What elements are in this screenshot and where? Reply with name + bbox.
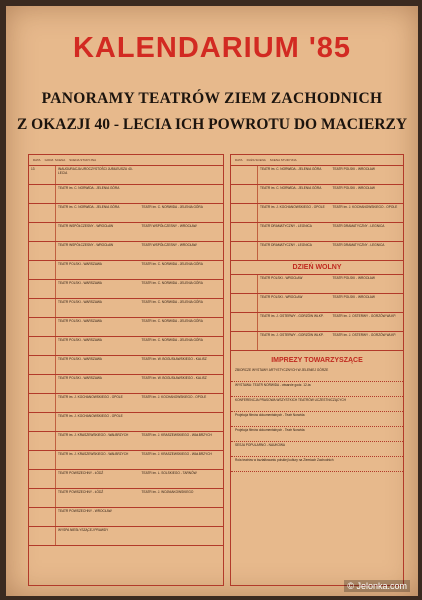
schedule-row [231, 294, 403, 313]
row-main-stage: INAUGURACJA UROCZYSTOŚCI JUBILEUSZU 40-LECIA [58, 167, 133, 175]
row-studio-stage: TEATR im. J. OSTERWY - GORZÓW WLKP. [332, 314, 397, 318]
schedule-left-column [28, 154, 224, 586]
row-main-stage: TEATR im. C. NORWIDA - JELENIA GÓRA [58, 205, 120, 209]
row-studio-stage: TEATR im. C. NORWIDA - JELENIA GÓRA [141, 262, 203, 266]
row-main-stage: TEATR im. J. KOCHANOWSKIEGO - OPOLE [58, 414, 123, 418]
row-studio-stage [140, 413, 224, 431]
schedule-row [29, 470, 223, 489]
row-date [231, 294, 258, 312]
row-date [231, 166, 258, 184]
row-studio-stage: TEATR POLSKI - WROCŁAW [332, 186, 375, 190]
row-main-stage: TEATR WSPÓŁCZESNY - WROCŁAW [58, 243, 114, 247]
row-main-stage: TEATR im. J. KOCHANOWSKIEGO - OPOLE [260, 205, 325, 209]
row-main-stage: TEATR im. C. NORWIDA - JELENIA GÓRA [260, 186, 322, 190]
row-studio-stage: TEATR WSPÓŁCZESNY - WROCŁAW [141, 224, 197, 228]
schedule-row [29, 451, 223, 470]
row-main-stage: TEATR POWSZECHNY - ŁÓDŹ [58, 471, 104, 475]
row-studio-stage: TEATR im. L. SOLSKIEGO - TARNÓW [141, 471, 197, 475]
event-item: KONFERENCJA PRASOWA WSZYSTKICH TEATRÓW UCZESTNICZĄCYCH [231, 397, 403, 412]
row-main-stage: WYSPA NIESŁYSZĄCEJ PRAWDY [58, 528, 109, 532]
row-date [29, 375, 56, 393]
row-date [231, 242, 258, 260]
row-main-stage: TEATR im. J. KOCHANOWSKIEGO - OPOLE [58, 395, 123, 399]
row-studio-stage: TEATR im. C. NORWIDA - JELENIA GÓRA [141, 319, 203, 323]
row-main-stage: TEATR POWSZECHNY - ŁÓDŹ [58, 490, 104, 494]
row-date [29, 451, 56, 469]
left-rows [29, 166, 223, 546]
row-main-stage: TEATR POLSKI - WARSZAWA [58, 319, 102, 323]
row-main-stage: TEATR WSPÓŁCZESNY - WROCŁAW [58, 224, 114, 228]
row-date [29, 299, 56, 317]
schedule-row [29, 166, 223, 185]
row-main-stage: TEATR POLSKI - WARSZAWA [58, 300, 102, 304]
header-studio-stage: SCENA STUDYJNA [269, 158, 297, 162]
table-header [29, 155, 223, 166]
table-header [231, 155, 403, 166]
row-date [29, 204, 56, 222]
row-date [29, 527, 56, 545]
schedule-right-column [230, 154, 404, 586]
row-date [29, 394, 56, 412]
header-main-stage: DUŻA SCENA [246, 158, 266, 162]
poster-subtitle-2: Z OKAZJI 40 - LECIA ICH POWROTU DO MACIERZY [16, 116, 408, 133]
schedule-row [231, 204, 403, 223]
schedule-row [231, 185, 403, 204]
schedule-row [29, 242, 223, 261]
watermark: © Jelonka.com [344, 580, 410, 592]
row-studio-stage: TEATR im. C. NORWIDA - JELENIA GÓRA [141, 205, 203, 209]
row-main-stage: TEATR POWSZECHNY - WROCŁAW [58, 509, 112, 513]
poster-subtitle-1: PANORAMY TEATRÓW ZIEM ZACHODNICH [41, 90, 383, 107]
event-item: Projekcja filmów dokumentalnych - Teatr Norwida [231, 412, 403, 427]
row-main-stage: TEATR POLSKI - WROCŁAW [260, 295, 303, 299]
row-date [29, 470, 56, 488]
row-date [231, 332, 258, 350]
row-main-stage: TEATR POLSKI - WARSZAWA [58, 338, 102, 342]
row-main-stage: TEATR im. C. NORWIDA - JELENIA GÓRA [260, 167, 322, 171]
row-studio-stage [140, 527, 224, 545]
row-date [29, 337, 56, 355]
row-studio-stage: TEATR im. C. NORWIDA - JELENIA GÓRA [141, 281, 203, 285]
schedule-row [29, 375, 223, 394]
schedule-row [29, 299, 223, 318]
row-date [29, 242, 56, 260]
schedule-row [231, 166, 403, 185]
right-rows-2 [231, 275, 403, 351]
poster [6, 6, 418, 596]
row-date [231, 223, 258, 241]
row-studio-stage: TEATR DRAMATYCZNY - LEGNICA [332, 224, 385, 228]
row-date [29, 185, 56, 203]
row-studio-stage: TEATR im. W. BOGUSŁAWSKIEGO - KALISZ [141, 357, 207, 361]
row-date [29, 356, 56, 374]
schedule-row [29, 508, 223, 527]
schedule-row [29, 280, 223, 299]
row-date [231, 313, 258, 331]
header-studio-stage: SCENA STUDYJNA [69, 158, 97, 162]
row-studio-stage: TEATR WSPÓŁCZESNY - WROCŁAW [141, 243, 197, 247]
schedule-row [29, 489, 223, 508]
row-main-stage: TEATR DRAMATYCZNY - LEGNICA [260, 224, 312, 228]
event-item: Projekcja filmów dokumentalnych - Teatr Norwida [231, 427, 403, 442]
event-item: WYSTAWA: TEATR NORWIDA - otwarcie godz. 12-ta [231, 382, 403, 397]
schedule-row [29, 432, 223, 451]
event-item: ZBIORCZE WYSTAWY ARTYSTYCZNYCH W JELENIEJ GÓRZE [231, 367, 403, 382]
row-date [29, 223, 56, 241]
schedule-row [29, 261, 223, 280]
header-main-stage: GODZ. SCENA [44, 158, 66, 162]
free-day-label: DZIEŃ WOLNY [231, 261, 403, 275]
schedule-row [29, 185, 223, 204]
row-studio-stage: TEATR im. J. KOCHANOWSKIEGO - OPOLE [141, 395, 207, 399]
row-studio-stage: TEATR DRAMATYCZNY - LEGNICA [332, 243, 385, 247]
schedule-row [29, 413, 223, 432]
schedule-row [29, 337, 223, 356]
schedule-row [29, 356, 223, 375]
row-main-stage: TEATR im. J. OSTERWY - GORZÓW WLKP. [260, 333, 324, 337]
row-studio-stage: TEATR im. C. NORWIDA - JELENIA GÓRA [141, 338, 203, 342]
schedule-row [231, 332, 403, 351]
schedule-row [29, 223, 223, 242]
row-main-stage: TEATR POLSKI - WROCŁAW [260, 276, 303, 280]
row-studio-stage [140, 185, 224, 203]
right-rows [231, 166, 403, 261]
row-studio-stage [140, 166, 224, 184]
row-studio-stage: TEATR im. C. NORWIDA - JELENIA GÓRA [141, 300, 203, 304]
row-date [29, 413, 56, 431]
row-date [29, 508, 56, 526]
row-studio-stage: TEATR im. J. OSTERWY - GORZÓW WLKP. [332, 333, 397, 337]
row-studio-stage: TEATR im. J. KOCHANOWSKIEGO - OPOLE [332, 205, 398, 209]
row-studio-stage: TEATR im. W. BOGUSŁAWSKIEGO - KALISZ [141, 376, 207, 380]
row-date [29, 261, 56, 279]
row-studio-stage: TEATR im. J. WOJNIAKOWSKIEGO [141, 490, 194, 494]
header-date: DATA [235, 158, 243, 162]
schedule-row [231, 223, 403, 242]
row-main-stage: TEATR POLSKI - WARSZAWA [58, 357, 102, 361]
events-list [231, 367, 403, 472]
events-title: IMPREZY TOWARZYSZĄCE [271, 357, 363, 364]
row-studio-stage: TEATR POLSKI - WROCŁAW [332, 167, 375, 171]
row-studio-stage: TEATR im. J. KRASZEWSKIEGO - WAŁBRZYCH [141, 433, 212, 437]
event-item: SESJA POPULARNO - NAUKOWA [231, 442, 403, 457]
row-date [29, 432, 56, 450]
row-date [231, 275, 258, 293]
row-main-stage: TEATR POLSKI - WARSZAWA [58, 281, 102, 285]
event-item: Rola teatrów w kształtowaniu polskiej kultury na Ziemiach Zachodnich [231, 457, 403, 472]
schedule-row [29, 204, 223, 223]
poster-title: KALENDARIUM '85 [72, 32, 352, 64]
header-date: DATA [33, 158, 41, 162]
row-main-stage: TEATR POLSKI - WARSZAWA [58, 376, 102, 380]
row-studio-stage: TEATR POLSKI - WROCŁAW [332, 295, 375, 299]
row-main-stage: TEATR POLSKI - WARSZAWA [58, 262, 102, 266]
row-date [231, 185, 258, 203]
schedule-row [29, 318, 223, 337]
schedule-row [29, 527, 223, 546]
row-studio-stage: TEATR POLSKI - WROCŁAW [332, 276, 375, 280]
schedule-row [231, 275, 403, 294]
schedule-row [231, 313, 403, 332]
row-main-stage: TEATR im. J. OSTERWY - GORZÓW WLKP. [260, 314, 324, 318]
row-main-stage: TEATR im. C. NORWIDA - JELENIA GÓRA [58, 186, 120, 190]
row-studio-stage: TEATR im. J. KRASZEWSKIEGO - WAŁBRZYCH [141, 452, 212, 456]
row-date [231, 204, 258, 222]
schedule-row [29, 394, 223, 413]
row-main-stage: TEATR DRAMATYCZNY - LEGNICA [260, 243, 312, 247]
row-date [29, 489, 56, 507]
row-main-stage: TEATR im. J. KRASZEWSKIEGO - WAŁBRZYCH [58, 433, 129, 437]
row-date [29, 280, 56, 298]
row-date [29, 318, 56, 336]
row-studio-stage [140, 508, 224, 526]
row-main-stage: TEATR im. J. KRASZEWSKIEGO - WAŁBRZYCH [58, 452, 129, 456]
schedule-row [231, 242, 403, 261]
row-date: 13 [29, 166, 56, 184]
